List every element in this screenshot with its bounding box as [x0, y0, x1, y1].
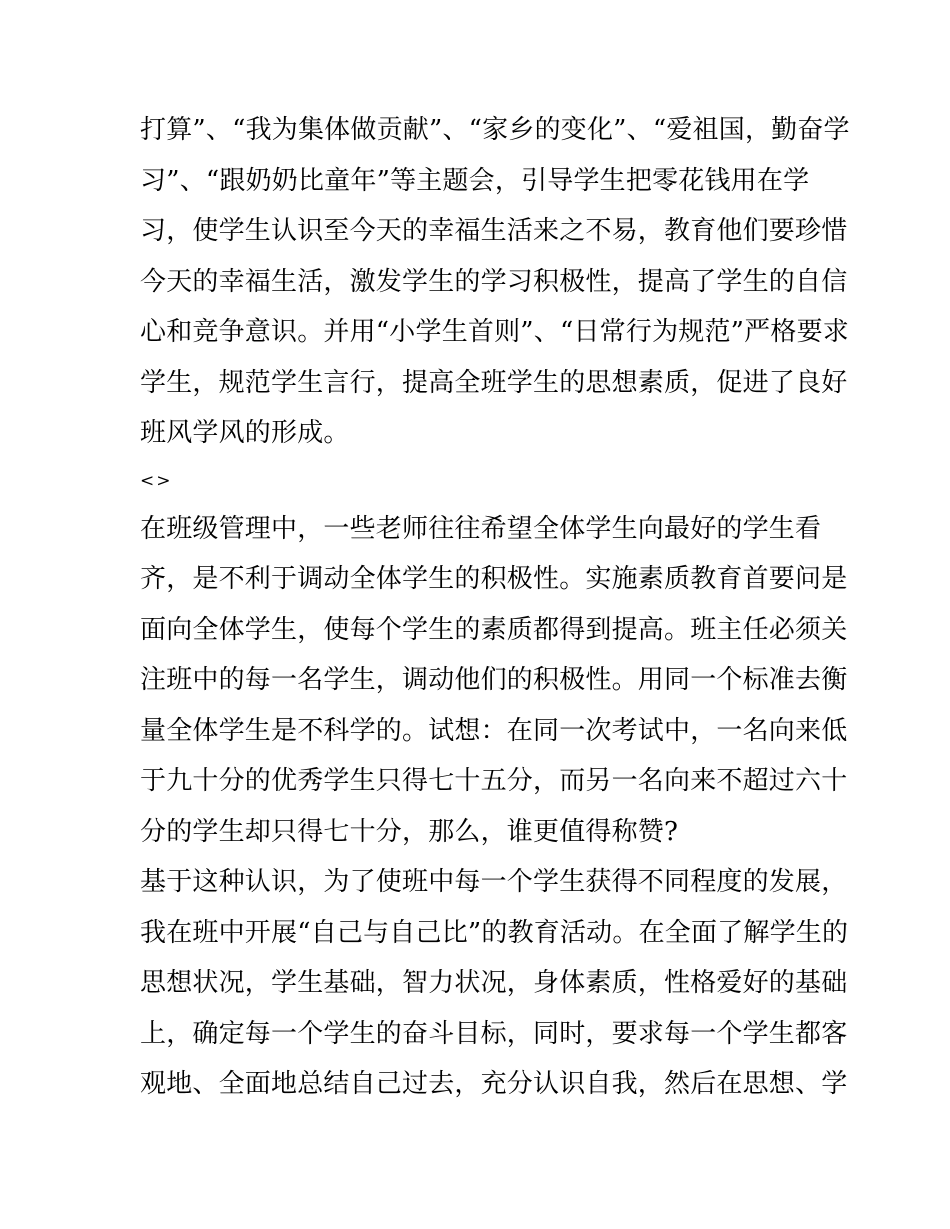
text-line: 习，使学生认识至今天的幸福生活来之不易，教育他们要珍惜	[140, 216, 848, 246]
text-line: 打算”、“我为集体做贡献”、“家乡的变化”、“爱祖国，勤奋学	[140, 115, 850, 145]
text-line: 注班中的每一名学生，调动他们的积极性。用同一个标准去衡	[140, 665, 848, 695]
text-line: 齐，是不利于调动全体学生的积极性。实施素质教育首要问是	[140, 564, 848, 594]
text-line: 班风学风的形成。	[140, 418, 350, 448]
document-body	[140, 105, 850, 1110]
text-line: 量全体学生是不科学的。试想：在同一次考试中，一名向来低	[140, 715, 848, 746]
text-line: 习”、“跟奶奶比童年”等主题会，引导学生把零花钱用在学	[140, 165, 810, 196]
text-line: 在班级管理中，一些老师往往希望全体学生向最好的学生看	[140, 513, 822, 544]
paragraph-1	[140, 105, 850, 459]
paragraph-3	[140, 857, 849, 1110]
text-line: 基于这种认识，为了使班中每一个学生获得不同程度的发展，	[140, 867, 848, 897]
text-line: 我在班中开展“自己与自己比”的教育活动。在全面了解学生的	[140, 917, 849, 948]
paragraph-2	[140, 504, 848, 858]
text-line: 上，确定每一个学生的奋斗目标，同时，要求每一个学生都客	[140, 1018, 848, 1049]
text-line: 思想状况，学生基础，智力状况，身体素质，性格爱好的基础	[140, 968, 848, 998]
text-line: 观地、全面地总结自己过去，充分认识自我，然后在思想、学	[140, 1069, 848, 1099]
section-marker: <>	[140, 470, 173, 491]
text-line: 面向全体学生，使每个学生的素质都得到提高。班主任必须关	[140, 614, 848, 645]
text-line: 今天的幸福生活，激发学生的学习积极性，提高了学生的自信	[140, 266, 848, 297]
text-line: 学生，规范学生言行，提高全班学生的思想素质，促进了良好	[140, 367, 848, 398]
text-line: 于九十分的优秀学生只得七十五分，而另一名向来不超过六十	[140, 766, 848, 796]
text-line: 心和竞争意识。并用“小学生首则”、“日常行为规范”严格要求	[140, 317, 849, 347]
text-line: 分的学生却只得七十分，那么，谁更值得称赞?	[140, 816, 679, 847]
